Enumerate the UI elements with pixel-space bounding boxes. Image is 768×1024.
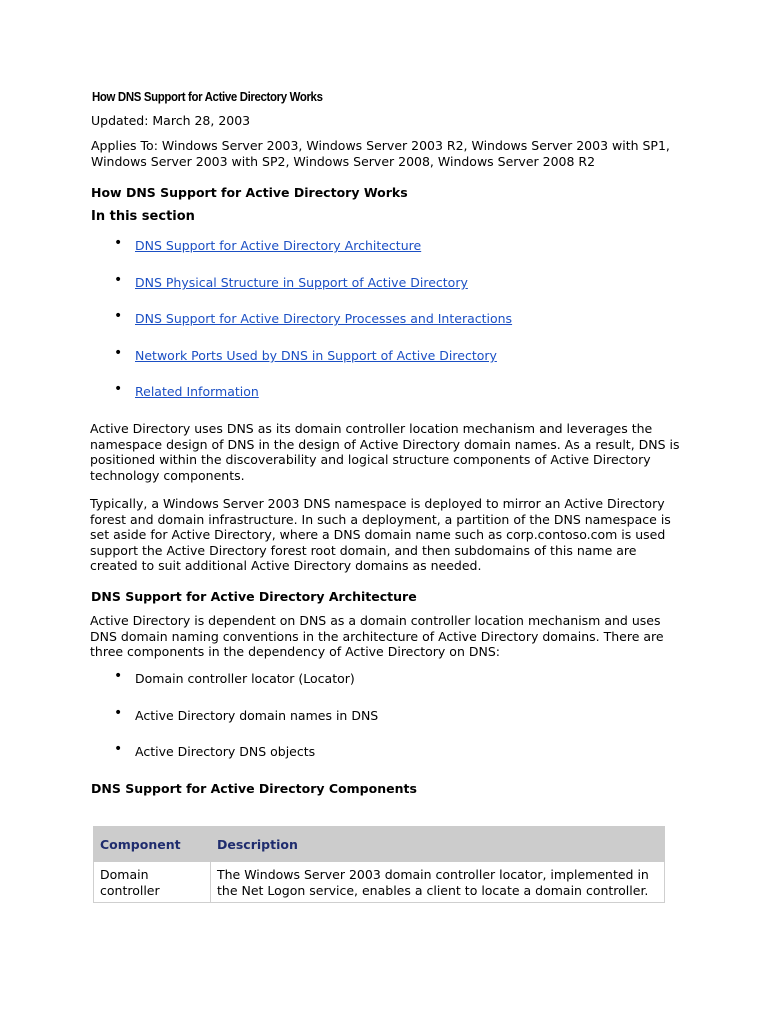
paragraph-intro: Active Directory uses DNS as its domain controller location mechanism and leverages the namespace design of DNS in the design of Active Directory domain names. As a result, DNS is positioned within the discoverability and logical structure components of Active Directory technology components. (90, 421, 680, 483)
bullet-icon: • (114, 272, 123, 288)
link-physical-structure[interactable]: DNS Physical Structure in Support of Active Directory (135, 275, 468, 290)
section-heading-works: How DNS Support for Active Directory Works (91, 185, 408, 200)
paragraph-namespace: Typically, a Windows Server 2003 DNS namespace is deployed to mirror an Active Directory forest and domain infrastructure. In such a deployment, a partition of the DNS namespace is set aside for Active Directory, where a DNS domain name such as corp.contoso.com is used support the Active Directory forest root domain, and then subdomains of this name are created to suit additional Active Directory domains as needed. (90, 496, 671, 573)
list-item (114, 705, 379, 723)
table-row (94, 862, 665, 903)
components-table (93, 826, 665, 903)
list-item (114, 235, 422, 253)
list-item-text: Domain controller locator (Locator) (135, 671, 355, 686)
column-header-component: Component (94, 827, 211, 862)
table-cell-description: The Windows Server 2003 domain controller locator, implemented in the Net Logon service, enables a client to locate a domain controller. (211, 862, 665, 903)
list-item (114, 668, 355, 686)
table-header-row (94, 827, 665, 862)
table (93, 826, 665, 903)
bullet-icon: • (114, 741, 123, 757)
table-cell-component: Domain controller (94, 862, 211, 903)
bullet-icon: • (114, 308, 123, 324)
link-related-information[interactable]: Related Information (135, 384, 259, 399)
list-item-text: Active Directory domain names in DNS (135, 708, 379, 723)
bullet-icon: • (114, 235, 123, 251)
list-item (114, 308, 513, 326)
list-item-text: Active Directory DNS objects (135, 744, 316, 759)
list-item (114, 272, 468, 290)
list-item (114, 741, 316, 759)
updated-date: Updated: March 28, 2003 (91, 113, 251, 128)
column-header-description: Description (211, 827, 665, 862)
paragraph-architecture: Active Directory is dependent on DNS as a domain controller location mechanism and uses DNS domain naming conventions in the architecture of Active Directory domains. There are three components in the dependency of Active Directory on DNS: (90, 613, 664, 659)
link-network-ports[interactable]: Network Ports Used by DNS in Support of Active Directory (135, 348, 497, 363)
link-processes-interactions[interactable]: DNS Support for Active Directory Processes and Interactions (135, 311, 513, 326)
applies-to: Applies To: Windows Server 2003, Windows Server 2003 R2, Windows Server 2003 with SP1, Windows Server 2003 with SP2, Windows Server 2008, Windows Server 2008 R2 (91, 138, 670, 169)
bullet-icon: • (114, 668, 123, 684)
bullet-icon: • (114, 381, 123, 397)
bullet-icon: • (114, 345, 123, 361)
link-architecture[interactable]: DNS Support for Active Directory Architecture (135, 238, 422, 253)
bullet-icon: • (114, 705, 123, 721)
section-heading-components: DNS Support for Active Directory Components (91, 781, 417, 796)
list-item (114, 345, 497, 363)
section-heading-architecture: DNS Support for Active Directory Architecture (91, 589, 417, 604)
in-this-section-heading: In this section (91, 209, 195, 224)
document-title: How DNS Support for Active Directory Works (92, 89, 323, 104)
list-item (114, 381, 259, 399)
